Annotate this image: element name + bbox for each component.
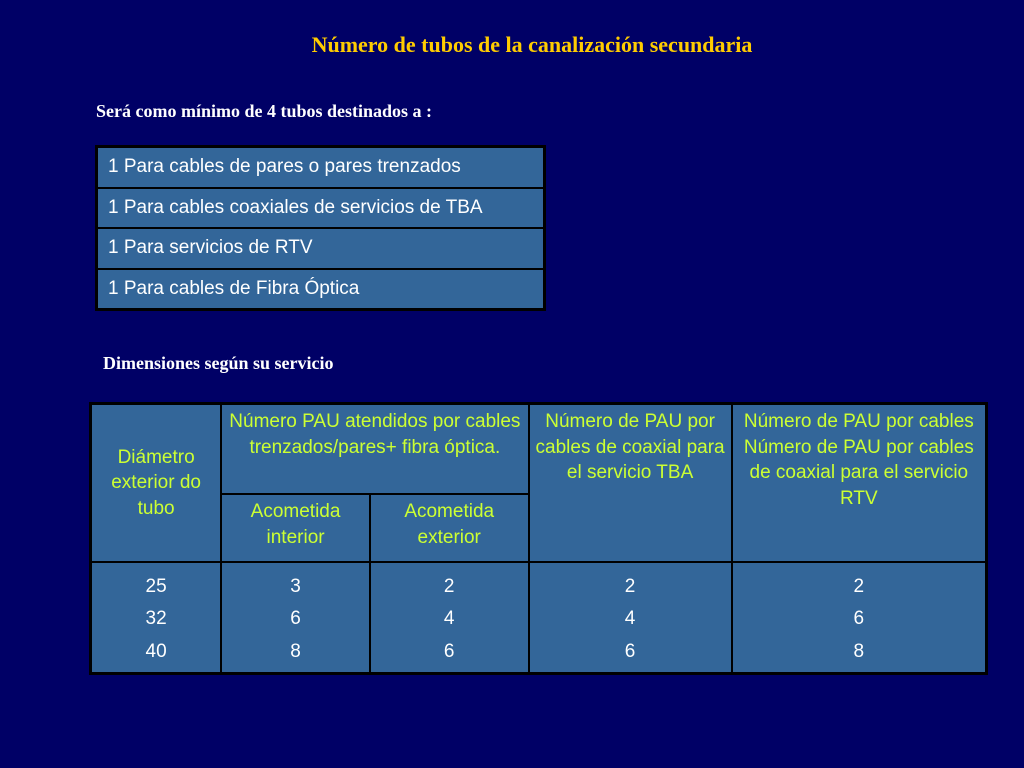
value-diametro-40: 40 [145,640,167,662]
value-rtv: 8 [853,640,865,662]
value-rtv: 2 [853,576,865,597]
dimensions-heading: Dimensiones según su servicio [103,353,334,373]
table-row [91,562,987,673]
slide-title: Número de tubos de la canalización secundaria [311,32,753,57]
header-acometida-interior: Acometida interior [221,494,370,562]
list-item-pares: 1 Para cables de pares o pares trenzados [97,147,545,188]
cell-acometida-exterior [370,562,529,673]
list-item [97,228,545,269]
header-pau-rtv: Número de PAU por cables Número de PAU por cables de coaxial para el servicio RTV [732,404,987,563]
value-tba: 2 [624,576,636,597]
list-item-coaxiales: 1 Para cables coaxiales de servicios de TBA [97,188,545,229]
value-exterior: 4 [443,608,455,630]
value-tba: 6 [624,640,636,662]
value-interior: 8 [290,640,301,662]
cell-pau-rtv [732,562,987,673]
tube-list-table [95,145,546,311]
cell-acometida-interior [221,562,370,673]
list-item-rtv: 1 Para servicios de RTV [97,228,545,269]
header-pau-tba: Número de PAU por cables de coaxial para el servicio TBA [529,404,732,563]
list-item-fibra: 1 Para cables de Fibra Óptica [97,269,545,310]
intro-text: Será como mínimo de 4 tubos destinados a : [96,101,433,121]
value-rtv: 6 [853,608,865,630]
value-diametro-32: 32 [145,608,167,630]
cell-pau-tba [529,562,732,673]
value-interior: 6 [290,608,301,630]
cell-diametro [91,562,222,673]
value-diametro-25: 25 [145,576,167,597]
value-tba: 4 [624,608,636,630]
header-pau-trenzados: Número PAU atendidos por cables trenzados/pares+ fibra óptica. [221,404,528,495]
value-exterior: 2 [443,576,455,597]
header-acometida-exterior: Acometida exterior [370,494,529,562]
value-interior: 3 [290,576,301,597]
list-item [97,147,545,188]
table-header-row [91,404,987,495]
list-item [97,269,545,310]
value-exterior: 6 [443,640,455,662]
header-diametro: Diámetro exterior do tubo [91,404,222,563]
dimensions-table [89,402,988,675]
list-item [97,188,545,229]
